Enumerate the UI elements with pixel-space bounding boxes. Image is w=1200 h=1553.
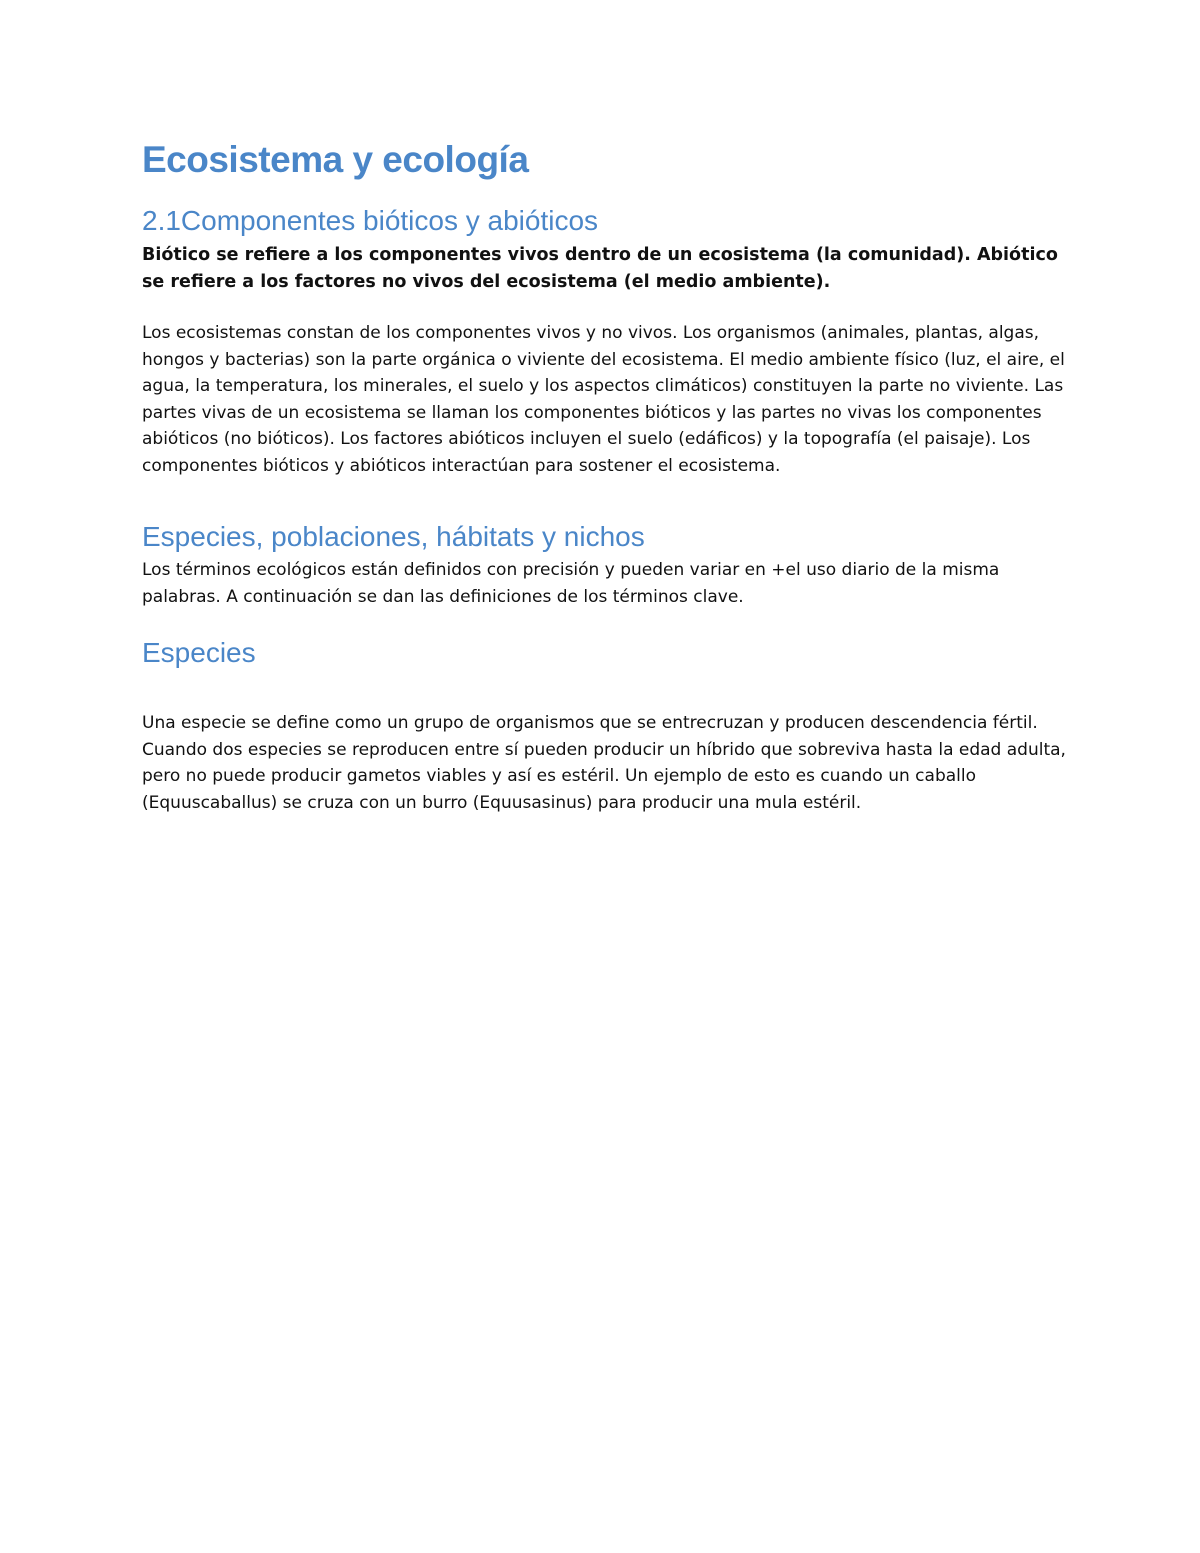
definition-paragraph: Biótico se refiere a los componentes vivos dentro de un ecosistema (la comunidad). Abiótico se refiere a los factores no vivos del ecosistema (el medio ambiente). — [142, 244, 1058, 292]
body-paragraph: Una especie se define como un grupo de organismos que se entrecruzan y producen descendencia fértil. Cuando dos especies se reproducen entre sí pueden producir un híbrido que sobreviva hasta la edad adulta, pero no puede producir gametos viables y así es estéril. Un ejemplo de esto es cuando un caballo (Equuscaballus) se cruza con un burro (Equusasinus) para producir una mula estéril. — [142, 712, 1066, 813]
body-paragraph: Los términos ecológicos están definidos con precisión y pueden variar en +el uso diario de la misma palabras. A continuación se dan las definiciones de los términos clave. — [142, 560, 1000, 607]
section-heading-bioticos: 2.1Componentes bióticos y abióticos — [142, 205, 599, 237]
body-paragraph: Los ecosistemas constan de los componentes vivos y no vivos. Los organismos (animales, plantas, algas, hongos y bacterias) son la parte orgánica o viviente del ecosistema. El medio ambiente físico (luz, el aire, el agua, la temperatura, los minerales, el suelo y los aspectos climáticos) constituyen la parte no viviente. Las partes vivas de un ecosistema se llaman los componentes bióticos y las partes no vivas los componentes abióticos (no bióticos). Los factores abióticos incluyen el suelo (edáficos) y la topografía (el paisaje). Los componentes bióticos y abióticos interactúan para sostener el ecosistema. — [142, 322, 1065, 476]
section-heading-especies-poblaciones: Especies, poblaciones, hábitats y nichos — [142, 520, 645, 552]
document-body — [142, 138, 1072, 834]
section-heading-especies: Especies — [142, 637, 256, 669]
document-title: Ecosistema y ecología — [142, 139, 529, 180]
